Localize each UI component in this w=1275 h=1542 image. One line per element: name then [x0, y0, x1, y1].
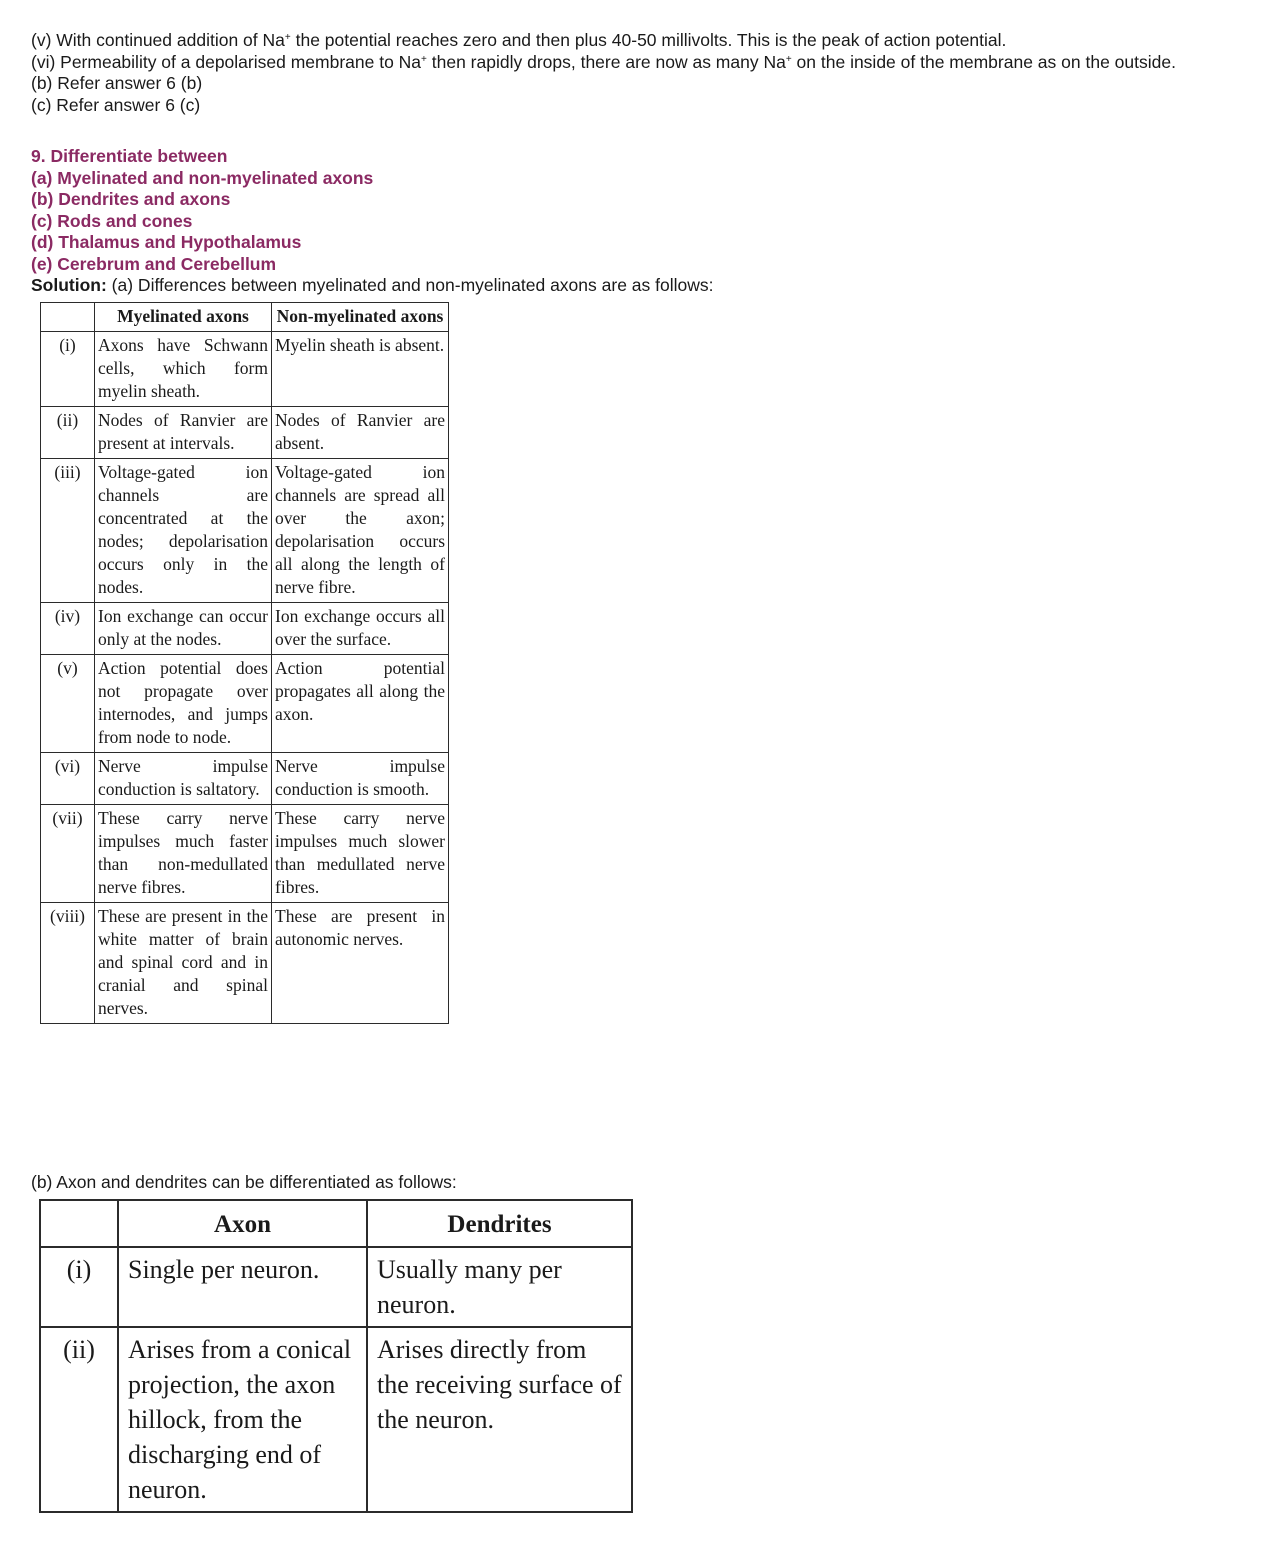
table-header-row — [40, 1200, 632, 1247]
non-myelinated-cell: These are present in autonomic nerves. — [272, 903, 449, 1024]
non-myelinated-cell: Nodes of Ranvier are absent. — [272, 407, 449, 459]
table-row — [41, 753, 449, 805]
table-row — [41, 407, 449, 459]
table-header-myelinated: Myelinated axons — [95, 303, 272, 332]
myelinated-cell: These are present in the white matter of brain and spinal cord and in cranial and spinal nerves. — [95, 903, 272, 1024]
myelinated-cell: These carry nerve impulses much faster than non-medullated nerve fibres. — [95, 805, 272, 903]
document-body — [31, 30, 1261, 297]
row-number: (ii) — [41, 407, 95, 459]
non-myelinated-cell: These carry nerve impulses much slower than medullated nerve fibres. — [272, 805, 449, 903]
non-myelinated-cell: Nerve impulse conduction is smooth. — [272, 753, 449, 805]
row-number: (i) — [40, 1247, 118, 1327]
table-row — [40, 1247, 632, 1327]
paragraph-b: (b) Refer answer 6 (b) — [31, 73, 203, 93]
axon-cell: Arises from a conical projection, the axon hillock, from the discharging end of neuron. — [118, 1327, 367, 1512]
myelinated-cell: Nerve impulse conduction is saltatory. — [95, 753, 272, 805]
row-number: (iv) — [41, 603, 95, 655]
question-item-b: (b) Dendrites and axons — [31, 189, 231, 209]
table-row — [41, 459, 449, 603]
paragraph-vi: (vi) Permeability of a depolarised membrane to Na+ then rapidly drops, there are now as many Na+ on the inside of the membrane as on the outside. — [31, 51, 1176, 72]
axon-dendrite-table — [39, 1199, 633, 1513]
table-row — [41, 332, 449, 407]
non-myelinated-cell: Ion exchange occurs all over the surface. — [272, 603, 449, 655]
table-header-row — [41, 303, 449, 332]
row-number: (iii) — [41, 459, 95, 603]
myelinated-comparison-table — [40, 302, 449, 1024]
row-number: (ii) — [40, 1327, 118, 1512]
non-myelinated-cell: Action potential propagates all along the axon. — [272, 655, 449, 753]
myelinated-cell: Ion exchange can occur only at the nodes. — [95, 603, 272, 655]
myelinated-cell: Nodes of Ranvier are present at intervals. — [95, 407, 272, 459]
section-b-caption: (b) Axon and dendrites can be differentiated as follows: — [31, 1172, 457, 1192]
row-number: (viii) — [41, 903, 95, 1024]
paragraph-c: (c) Refer answer 6 (c) — [31, 94, 201, 115]
table-header-non-myelinated: Non-myelinated axons — [272, 303, 449, 332]
myelinated-cell: Axons have Schwann cells, which form myelin sheath. — [95, 332, 272, 407]
table-header-dendrites: Dendrites — [367, 1200, 632, 1247]
table-row — [41, 805, 449, 903]
table-header-axon: Axon — [118, 1200, 367, 1247]
table-row — [41, 603, 449, 655]
row-number: (vii) — [41, 805, 95, 903]
row-number: (v) — [41, 655, 95, 753]
question-item-d: (d) Thalamus and Hypothalamus — [31, 232, 302, 252]
paragraph-v: (v) With continued addition of Na+ the potential reaches zero and then plus 40-50 millivolts. This is the peak of action potential. — [31, 30, 1007, 50]
table-header-number — [40, 1200, 118, 1247]
solution-line: Solution: (a) Differences between myelinated and non-myelinated axons are as follows: — [31, 275, 714, 295]
table-row — [41, 655, 449, 753]
question-item-c: (c) Rods and cones — [31, 210, 193, 231]
axon-cell: Single per neuron. — [118, 1247, 367, 1327]
solution-label: Solution: — [31, 275, 107, 295]
row-number: (i) — [41, 332, 95, 407]
table-row — [40, 1327, 632, 1512]
non-myelinated-cell: Voltage-gated ion channels are spread all over the axon; depolarisation occurs all along the length of nerve fibre. — [272, 459, 449, 603]
dendrites-cell: Arises directly from the receiving surface of the neuron. — [367, 1327, 632, 1512]
row-number: (vi) — [41, 753, 95, 805]
question-item-a: (a) Myelinated and non-myelinated axons — [31, 167, 374, 188]
question-item-e: (e) Cerebrum and Cerebellum — [31, 253, 277, 274]
myelinated-cell: Action potential does not propagate over internodes, and jumps from node to node. — [95, 655, 272, 753]
non-myelinated-cell: Myelin sheath is absent. — [272, 332, 449, 407]
table-row — [41, 903, 449, 1024]
myelinated-cell: Voltage-gated ion channels are concentrated at the nodes; depolarisation occurs only in the nodes. — [95, 459, 272, 603]
question-title: 9. Differentiate between — [31, 146, 228, 166]
dendrites-cell: Usually many per neuron. — [367, 1247, 632, 1327]
table-header-number — [41, 303, 95, 332]
